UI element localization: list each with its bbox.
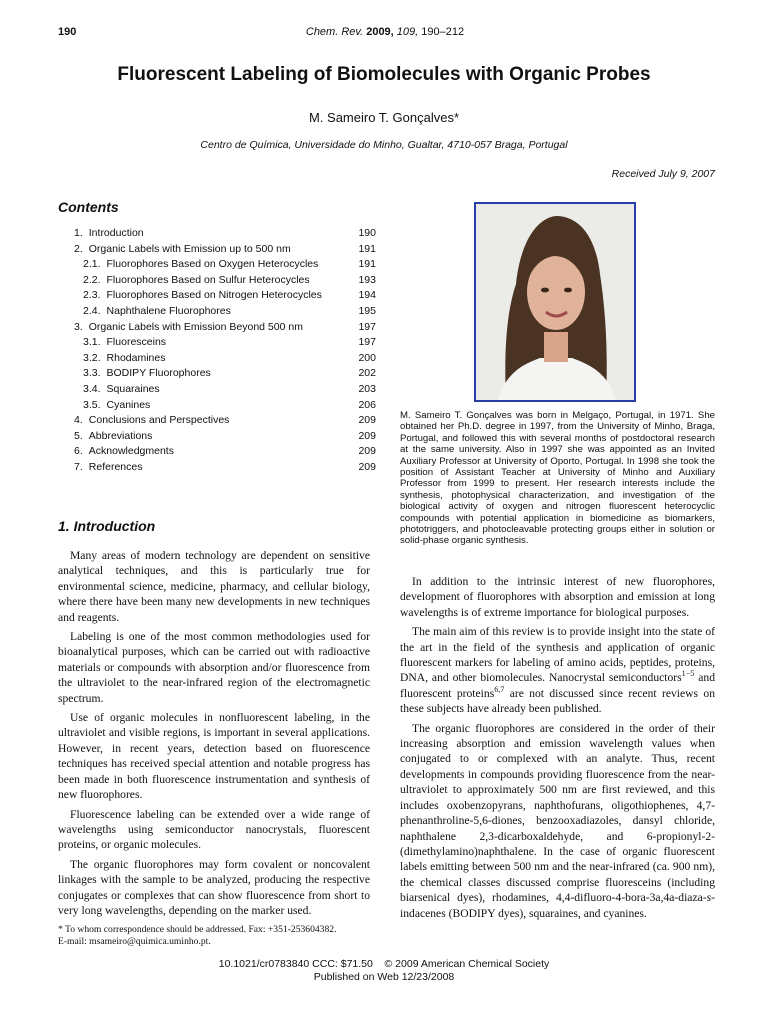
paragraph <box>400 624 715 716</box>
toc-row <box>74 226 376 242</box>
toc-row <box>74 398 376 414</box>
author-photo <box>474 202 636 402</box>
correspondence-footnote <box>58 924 370 948</box>
toc-row <box>74 429 376 445</box>
toc-page: 200 <box>358 351 376 364</box>
toc-entry <box>74 413 229 429</box>
toc-row <box>74 444 376 460</box>
toc-row <box>74 366 376 382</box>
journal-year: 2009, <box>366 26 394 38</box>
toc-label: References <box>88 460 143 473</box>
toc-number: 2.4. <box>83 304 101 317</box>
toc-entry <box>74 273 310 289</box>
journal-pages: 190–212 <box>421 26 465 38</box>
toc-label: Squaraines <box>106 382 160 395</box>
toc-entry <box>74 366 211 382</box>
toc-page: 193 <box>358 273 376 286</box>
journal-name: Chem. Rev. <box>305 26 364 38</box>
toc-page: 190 <box>358 227 376 239</box>
toc-page: 195 <box>358 304 376 317</box>
toc-row <box>74 351 376 367</box>
author-portrait-illustration <box>476 204 634 400</box>
toc-label: Naphthalene Fluorophores <box>106 304 231 317</box>
toc-number: 2.3. <box>83 289 101 302</box>
toc-entry <box>74 460 142 476</box>
toc-number: 3. <box>74 320 83 333</box>
toc-label: BODIPY Fluorophores <box>106 367 211 380</box>
italic-s: s <box>706 891 712 905</box>
toc-page: 191 <box>358 242 376 255</box>
toc-page: 209 <box>358 429 376 442</box>
toc-number: 3.4. <box>83 382 101 395</box>
toc-label: Fluorophores Based on Oxygen Heterocycles <box>106 258 319 271</box>
toc-label: Organic Labels with Emission Beyond 500 nm <box>88 320 303 333</box>
toc-number: 4. <box>74 414 83 427</box>
toc-page: 209 <box>358 460 376 473</box>
toc-page: 197 <box>358 320 376 333</box>
toc-page: 209 <box>358 445 376 458</box>
citation-superscript: 1−5 <box>681 669 695 679</box>
toc-row <box>74 460 376 476</box>
article-affiliation: Centro de Química, Universidade do Minho, Gualtar, 4710-057 Braga, Portugal <box>200 139 568 151</box>
toc-label: Abbreviations <box>88 429 153 442</box>
paragraph-text: -indacenes (BODIPY dyes), squaraines, and cyanines. <box>400 891 715 920</box>
toc-entry <box>74 444 174 460</box>
toc-entry <box>74 320 303 336</box>
toc-entry <box>74 351 165 367</box>
toc-number: 1. <box>74 227 83 239</box>
toc-label: Fluorophores Based on Sulfur Heterocycles <box>106 273 310 286</box>
introduction-right-column <box>400 574 715 925</box>
footnote-email: E-mail: msameiro@quimica.uminho.pt. <box>58 936 211 947</box>
toc-entry <box>74 257 318 273</box>
footer-copyright: © 2009 American Chemical Society <box>384 958 550 970</box>
toc-entry <box>74 398 150 414</box>
introduction-left-column <box>58 548 370 922</box>
paragraph: The organic fluorophores may form covalent or noncovalent linkages with the sample to be analyzed, producing the respective conjugates or complexes that can show fluorescence from short to very long wavelengths, depending on the marker used. <box>58 857 370 917</box>
received-date: Received July 9, 2007 <box>611 168 715 180</box>
toc-entry <box>74 288 322 304</box>
paragraph-text: and fluorescent proteins <box>400 671 715 700</box>
toc-entry <box>74 226 144 242</box>
toc-number: 3.1. <box>83 336 101 349</box>
paragraph <box>400 721 715 921</box>
paragraph: In addition to the intrinsic interest of new fluorophores, development of fluorophores with absorption and emission at long wavelengths is of extreme importance for biological purposes. <box>400 575 715 619</box>
toc-row <box>74 288 376 304</box>
toc-row <box>74 273 376 289</box>
toc-row <box>74 335 376 351</box>
article-author: M. Sameiro T. Gonçalves* <box>308 110 460 125</box>
toc-number: 2. <box>74 242 83 255</box>
paragraph: Many areas of modern technology are dependent on sensitive analytical techniques, and this is particularly true for environmental science, medicine, pharmacy, and cellular biology, where there have been many new developments in new techniques and reagents. <box>58 549 370 624</box>
toc-label: Introduction <box>88 227 144 239</box>
footer-published: Published on Web 12/23/2008 <box>313 971 455 983</box>
toc-page: 209 <box>358 414 376 427</box>
toc-label: Cyanines <box>106 398 151 411</box>
toc-label: Organic Labels with Emission up to 500 nm <box>88 242 291 255</box>
toc-number: 3.3. <box>83 367 101 380</box>
paragraph-text: The organic fluorophores are considered in the order of their increasing absorption and emission wavelength values when conjugated to or complexed with an analyte. Thus, recent developments in compounds providing fluorescence from the near-ultraviolet to approximately 500 nm are first reviewed, and this includes oxobenzopyrans, naphthofurans, oligothiophenes, 4,7-phenanthroline-5,6-diones, benzooxadiazoles, dansyl chloride, naphthalene 2,3-dicarboxaldehyde, and 6-propionyl-2-(dimethylamino)naphthalene. In the case of organic fluorescent labels emitting between 500 nm and the near-infrared (ca. 900 nm), the chemical classes discussed comprise fluoresceins (including biarsenical dyes), rhodamines, 4,4-difluoro-4-bora-3a,4a-diaza- <box>400 721 715 905</box>
journal-citation <box>300 26 470 38</box>
footer-doi-line <box>150 958 618 970</box>
page-number: 190 <box>58 26 77 38</box>
toc-entry <box>74 242 291 258</box>
toc-number: 6. <box>74 445 83 458</box>
toc-row <box>74 320 376 336</box>
footnote-fax: * To whom correspondence should be addressed. Fax: +351-253604382. <box>58 924 337 935</box>
toc-row <box>74 413 376 429</box>
table-of-contents <box>74 226 376 476</box>
introduction-heading: 1. Introduction <box>58 518 156 534</box>
toc-label: Acknowledgments <box>88 445 174 458</box>
toc-label: Rhodamines <box>106 351 166 364</box>
paragraph-text: The main aim of this review is to provide insight into the state of the art in the field of the synthesis and application of organic fluorescent markers for labeling of amino acids, peptides, proteins, DNA, and other biomolecules. Nanocrystal semiconductors <box>400 625 715 685</box>
toc-entry <box>74 304 231 320</box>
paragraph: Use of organic molecules in nonfluorescent labeling, in the ultraviolet and visible regions, is important in several applications. However, in recent years, detection based on fluorescence techniques has received special attention and notable progress has been made in both fluorescence instrumentation and synthesis of new fluorophores. <box>58 711 370 802</box>
toc-page: 206 <box>358 398 376 411</box>
citation-superscript: 6,7 <box>494 684 505 694</box>
paragraph-text: are not discussed since recent reviews on these subjects have already been published. <box>400 686 715 716</box>
toc-entry <box>74 382 160 398</box>
toc-row <box>74 257 376 273</box>
toc-label: Fluorophores Based on Nitrogen Heterocycles <box>106 289 322 302</box>
author-biography: M. Sameiro T. Gonçalves was born in Melgaço, Portugal, in 1971. She obtained her Ph.D. degree in 1997, from the University of Minho, Braga, Portugal, and followed this with several months of postdoctoral research at the same university. Also in 1997 she was appointed as an Invited Auxiliary Professor at University of Oporto, Portugal. In 1998 she took the position of Assistant Teacher at University of Minho and Auxiliary Professor from 1999 to present. Her research interests include the synthesis, photophysical characterization, and investigation of the biological activity of oxygen and nitrogen fluorescent heterocyclic compounds with potential application in biomedicine as biomarkers, phototriggers, and photocleavable protecting groups either in solution or solid-phase organic synthesis. <box>400 410 715 547</box>
toc-page: 191 <box>358 258 376 271</box>
toc-row <box>74 304 376 320</box>
journal-volume: 109, <box>396 26 419 38</box>
toc-row <box>74 382 376 398</box>
footer-doi: 10.1021/cr0783840 CCC: $71.50 <box>218 958 373 970</box>
toc-number: 7. <box>74 460 83 473</box>
contents-heading: Contents <box>58 199 119 215</box>
toc-number: 3.2. <box>83 351 101 364</box>
toc-row <box>74 242 376 258</box>
toc-number: 5. <box>74 429 83 442</box>
toc-page: 197 <box>358 336 376 349</box>
paragraph: Fluorescence labeling can be extended over a wide range of wavelengths using semiconductor nanocrystals, fluorescent proteins, or organic molecules. <box>58 807 370 852</box>
article-title: Fluorescent Labeling of Biomolecules with Organic Probes <box>117 64 651 85</box>
toc-number: 2.2. <box>83 273 101 286</box>
paragraph: Labeling is one of the most common methodologies used for bioanalytical purposes, which can be carried out with radioactive materials or compounds with absorption and/or fluorescence from the ultraviolet to the near-infrared region of the electromagnetic spectrum. <box>58 630 370 705</box>
toc-page: 203 <box>358 382 376 395</box>
toc-entry <box>74 429 152 445</box>
toc-label: Conclusions and Perspectives <box>88 414 230 427</box>
toc-number: 2.1. <box>83 258 101 271</box>
toc-label: Fluoresceins <box>106 336 167 349</box>
toc-number: 3.5. <box>83 398 101 411</box>
toc-page: 202 <box>358 367 376 380</box>
toc-page: 194 <box>358 289 376 302</box>
toc-entry <box>74 335 166 351</box>
